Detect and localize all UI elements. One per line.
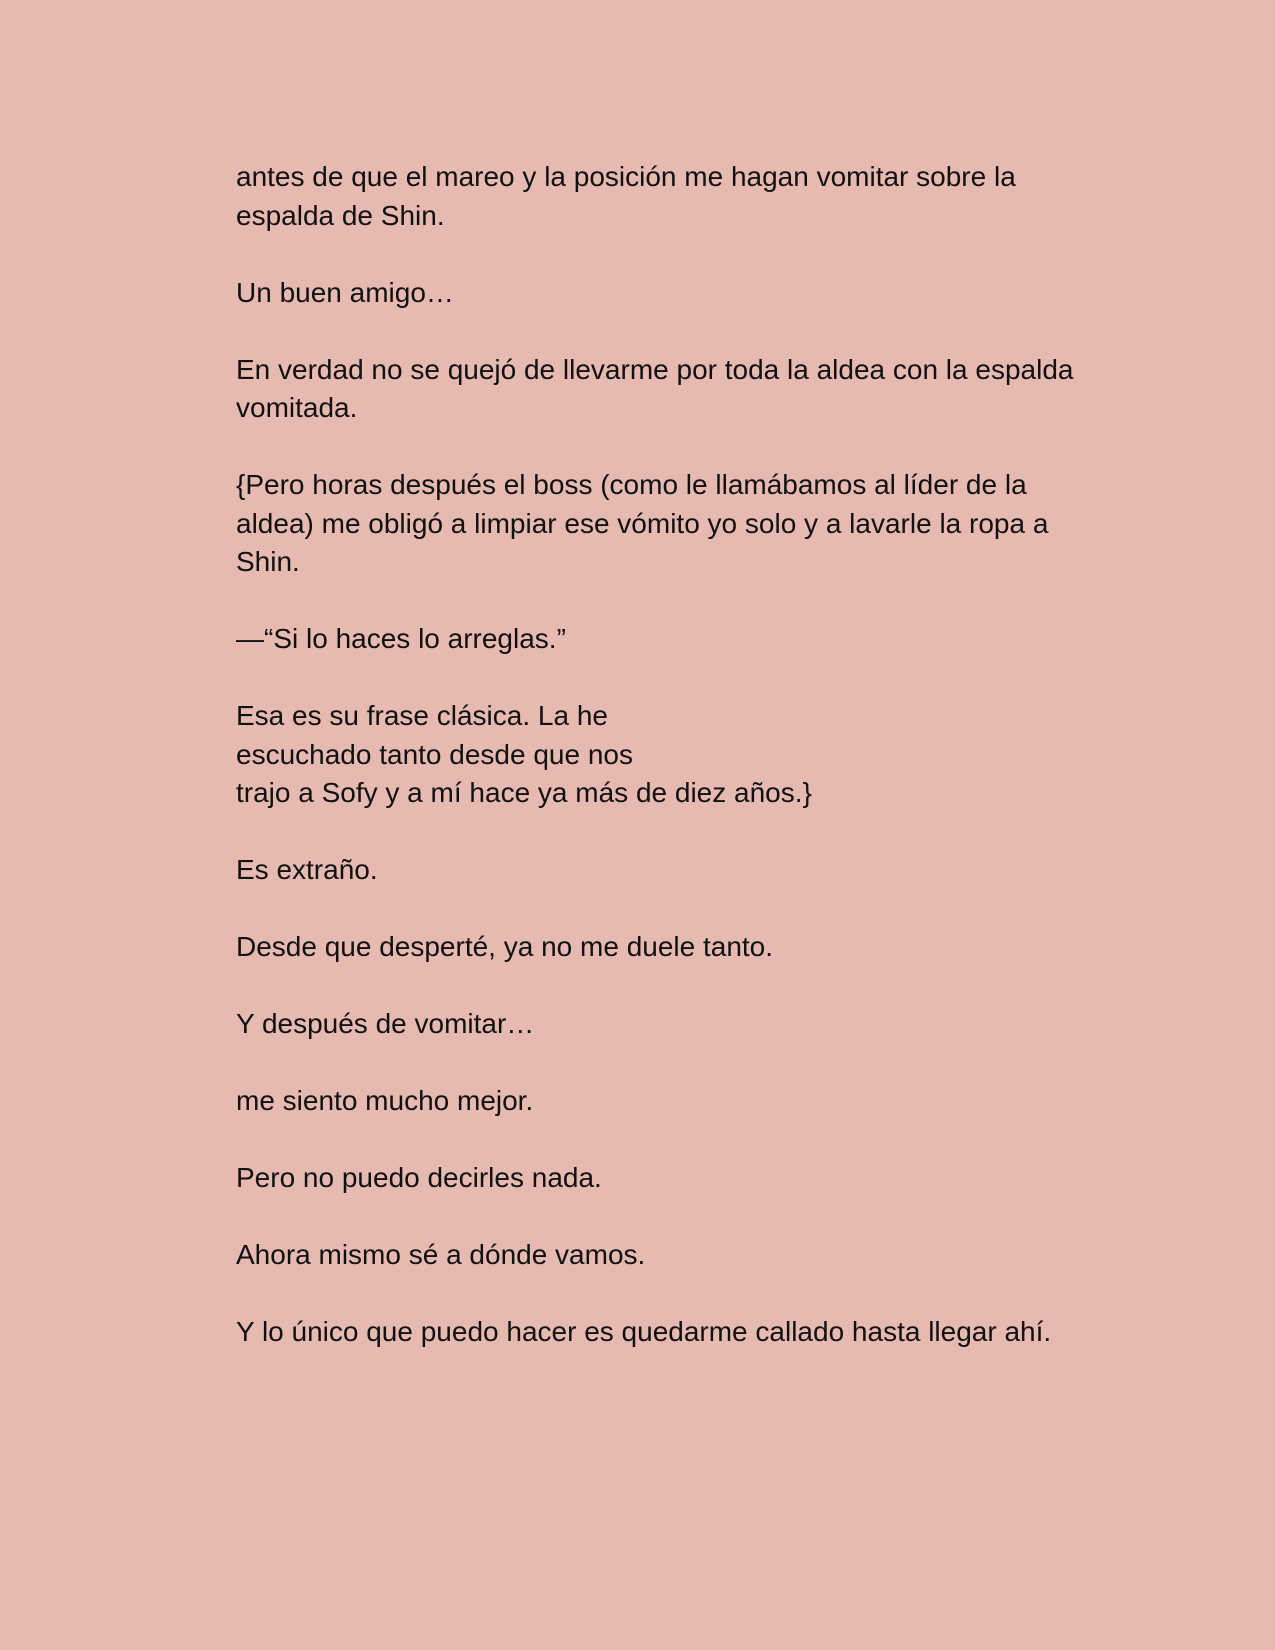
paragraph: Y lo único que puedo hacer es quedarme callado hasta llegar ahí. — [236, 1316, 1052, 1347]
paragraph: Pero no puedo decirles nada. — [236, 1162, 602, 1193]
paragraph: Un buen amigo… — [236, 276, 454, 308]
paragraph: En verdad no se quejó de llevarme por toda la aldea con la espalda vomitada. — [236, 353, 1074, 423]
paragraph: Es extraño. — [236, 854, 378, 885]
paragraph: Desde que desperté, ya no me duele tanto. — [236, 931, 774, 962]
paragraph: Ahora mismo sé a dónde vamos. — [236, 1239, 646, 1270]
paragraph: {Pero horas después el boss (como le llamábamos al líder de la aldea) me obligó a limpiar ese vómito yo solo y a lavarle la ropa a Shin. — [236, 469, 1049, 577]
paragraph: Y después de vomitar… — [236, 1008, 535, 1039]
dialogue-line: —“Si lo haces lo arreglas.” — [236, 623, 566, 654]
document-page — [236, 158, 1136, 1352]
paragraph: me siento mucho mejor. — [236, 1085, 534, 1116]
paragraph: antes de que el mareo y la posición me hagan vomitar sobre la espalda de Shin. — [236, 161, 1016, 231]
paragraph: Esa es su frase clásica. La he escuchado tanto desde que nos trajo a Sofy y a mí hace ya más de diez años.} — [236, 700, 812, 808]
